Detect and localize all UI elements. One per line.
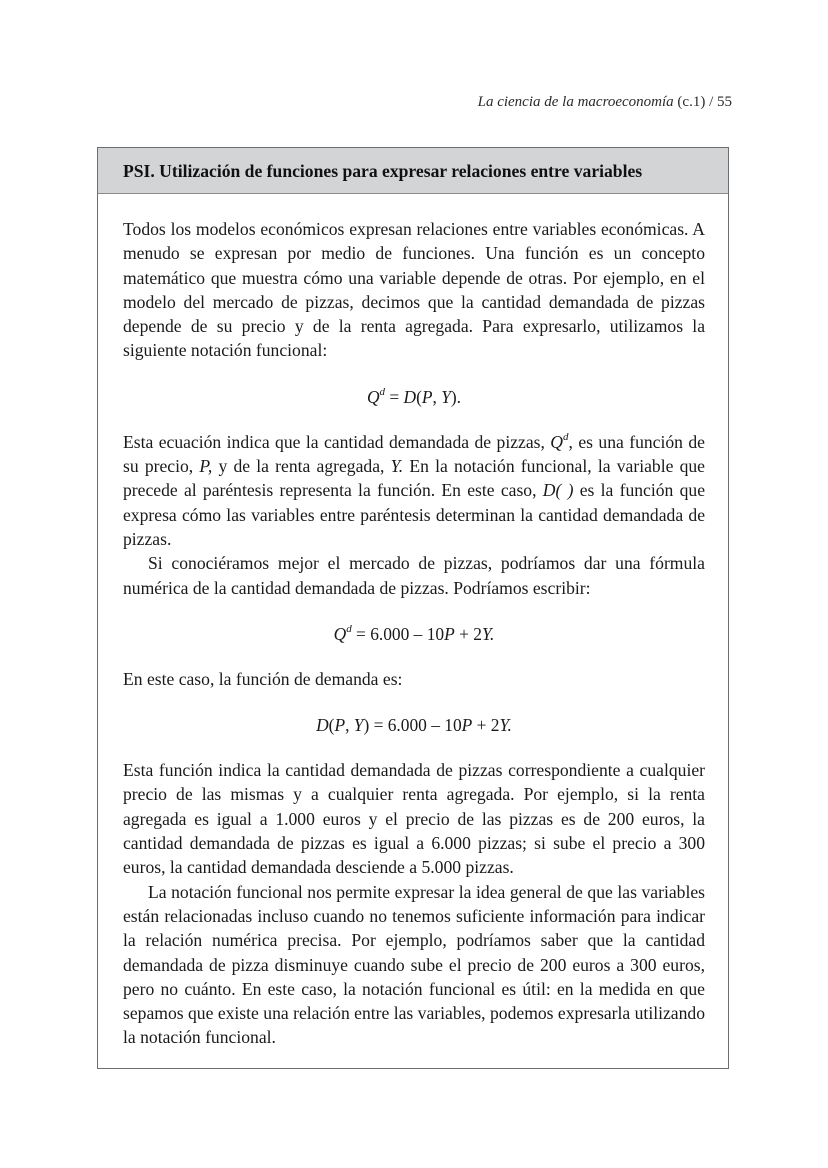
eq1-d: D: [403, 386, 417, 407]
eq2-q: Q: [333, 623, 347, 644]
eq1-comma: ,: [432, 386, 442, 407]
eq3-close: ): [363, 715, 370, 736]
eq3-y: Y: [353, 715, 364, 736]
box-title: PSI. Utilización de funciones para expresar relaciones entre variables: [98, 148, 728, 194]
eq2-a: = 6.000 – 10: [351, 623, 445, 644]
header-separator: /: [709, 94, 714, 110]
eq1-equals: =: [385, 386, 404, 407]
equation-1: [123, 385, 705, 409]
eq2-sup: d: [346, 622, 352, 635]
p2-b: , es una función de su precio,: [123, 431, 705, 477]
eq1-p: P: [421, 386, 433, 407]
p2-dfn: D( ): [542, 480, 574, 501]
eq2-b: + 2: [454, 623, 482, 644]
chapter-ref: (c.1): [677, 94, 706, 110]
eq2-y: Y.: [481, 623, 495, 644]
eq3-a: = 6.000 – 10: [369, 715, 462, 736]
eq3-y2: Y.: [499, 715, 512, 736]
paragraph-1: Todos los modelos económicos expresan relaciones entre variables económicas. A menudo se expresan por medio de funciones. Una función es un concepto matemático que muestra cómo una variable depende de otras. Por ejemplo, en el modelo del mercado de pizzas, decimos que la cantidad demandada de pizzas depende de su precio y de la renta agregada. Para expresarlo, utilizamos la siguiente notación funcional:: [123, 219, 705, 361]
eq1-y: Y: [441, 386, 451, 407]
p2-c: y de la renta agregada,: [212, 456, 391, 477]
p2-e: es la función que expresa cómo las variables entre paréntesis determinan la cantidad demandada de pizzas.: [123, 480, 705, 549]
running-header: [478, 94, 732, 111]
paragraph-6: La notación funcional nos permite expresar la idea general de que las variables están relacionadas incluso cuando no tenemos suficiente información para indicar la relación numérica precisa. Por ejemplo, podríamos saber que la cantidad demandada de pizza disminuye cuando sube el precio de 200 euros a 300 euros, pero no cuánto. En este caso, la notación funcional es útil: en la medida en que sepamos que existe una relación entre las variables, podemos expresarla utilizando la notación funcional.: [123, 881, 705, 1048]
eq3-b: + 2: [472, 715, 500, 736]
eq2-p: P: [444, 623, 455, 644]
equation-2: [123, 622, 705, 646]
p2-p: P,: [199, 456, 213, 477]
eq3-open: (: [328, 715, 335, 736]
box-body: [98, 194, 728, 1050]
paragraph-3: Si conociéramos mejor el mercado de pizzas, podríamos dar una fórmula numérica de la cantidad demandada de pizzas. Podríamos escribir:: [123, 553, 705, 598]
p2-y: Y.: [390, 456, 404, 477]
paragraph-2: [123, 430, 705, 551]
sidebar-box: [97, 147, 729, 1069]
eq3-p2: P: [461, 715, 473, 736]
eq3-d: D: [316, 715, 329, 736]
eq1-q: Q: [366, 386, 380, 407]
eq1-close: ).: [450, 386, 462, 407]
eq3-comma: ,: [345, 715, 354, 736]
p2-a: Esta ecuación indica que la cantidad demandada de pizzas,: [123, 431, 551, 452]
eq1-open: (: [416, 386, 422, 407]
book-title: La ciencia de la macroeconomía: [477, 94, 674, 110]
p2-d: En la notación funcional, la variable que precede al paréntesis representa la función. En este caso,: [123, 456, 705, 501]
eq3-p: P: [334, 715, 346, 736]
p2-q: Q: [550, 431, 564, 452]
equation-3: [123, 713, 705, 737]
paragraph-4: En este caso, la función de demanda es:: [123, 668, 403, 689]
paragraph-5: Esta función indica la cantidad demandada de pizzas correspondiente a cualquier precio de las mismas y a cualquier renta agregada. Por ejemplo, si la renta agregada es igual a 1.000 euros y el precio de las pizzas es de 200 euros, la cantidad demandada de pizzas es igual a 6.000 pizzas; si sube el precio a 300 euros, la cantidad demandada desciende a 5.000 pizzas.: [123, 760, 705, 878]
eq1-sup: d: [379, 385, 386, 398]
p2-sup: d: [563, 430, 569, 443]
page-number: 55: [717, 94, 732, 110]
